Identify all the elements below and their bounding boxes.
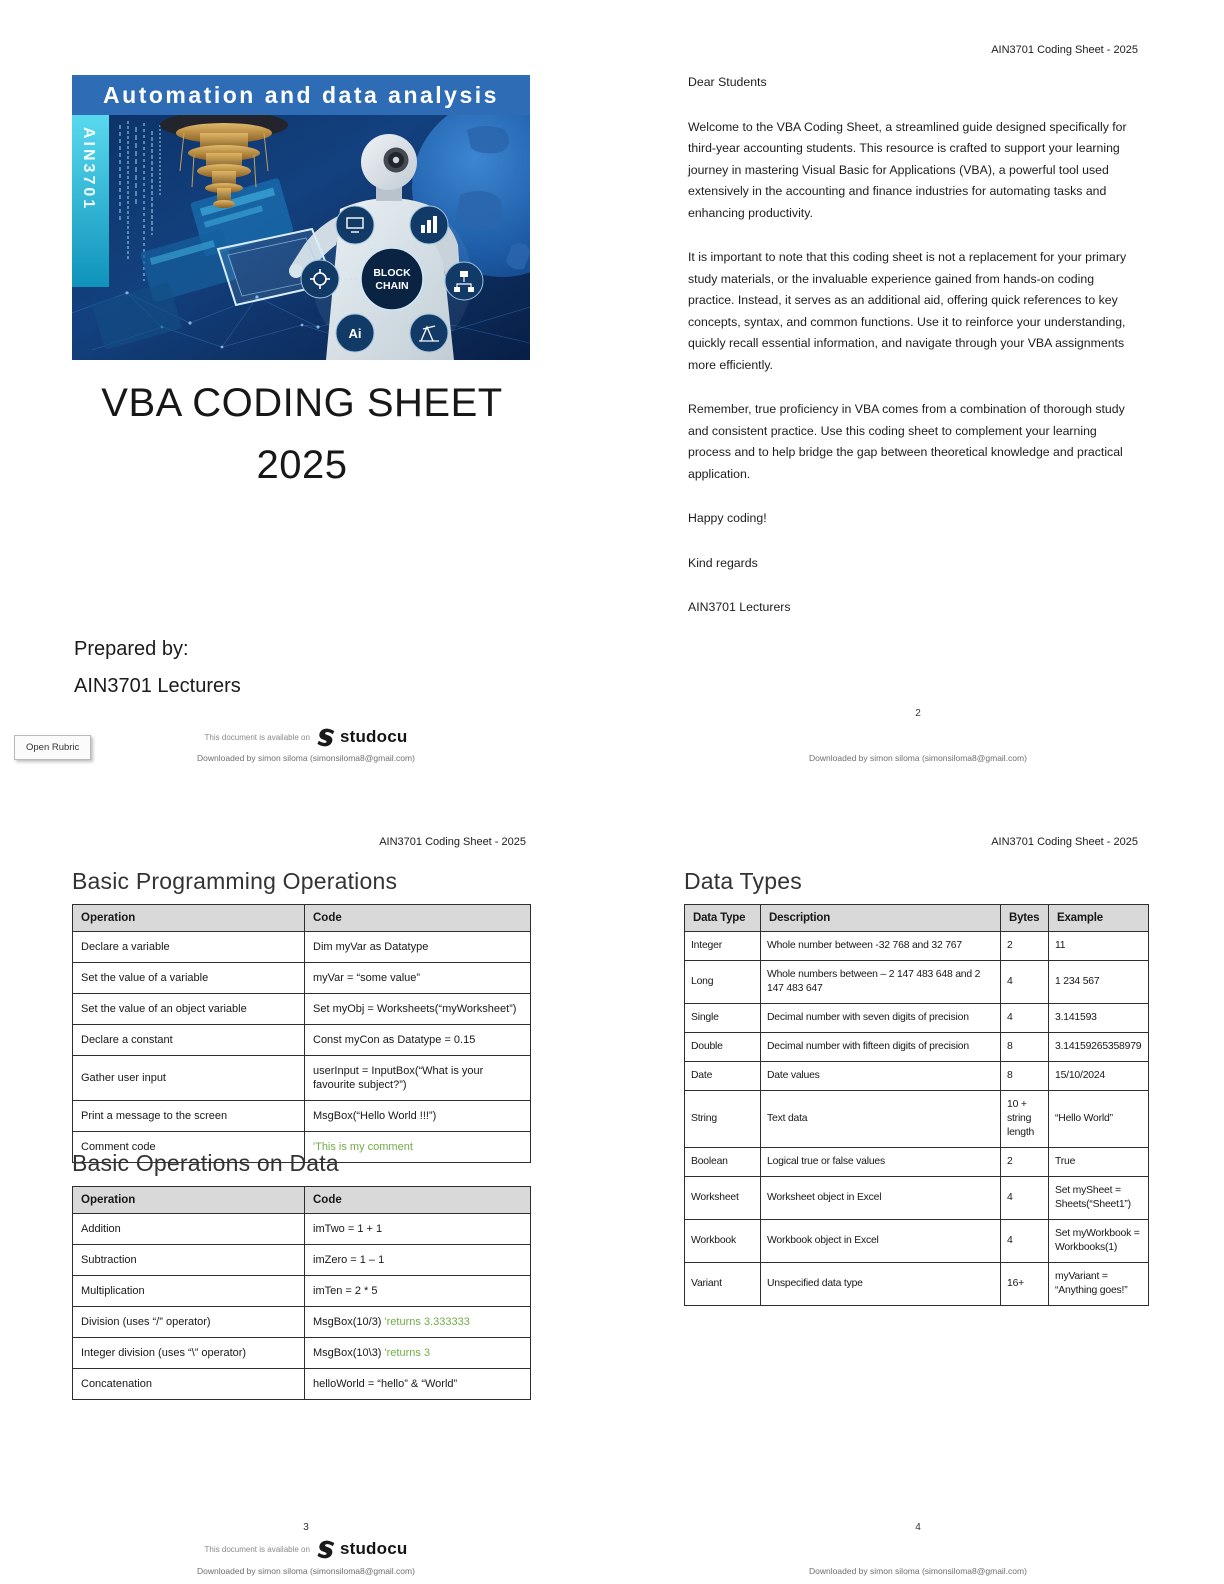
section-title-basic-operations-data: Basic Operations on Data (72, 1150, 339, 1176)
code-comment: 'returns 3 (384, 1347, 431, 1359)
page-4-data-types (612, 792, 1224, 1584)
cell: Workbook object in Excel (761, 1220, 1001, 1263)
section-title-data-types: Data Types (684, 868, 802, 894)
cell: Date values (761, 1062, 1001, 1091)
cell: Double (685, 1033, 761, 1062)
cell: Integer (685, 932, 761, 961)
cell: Unspecified data type (761, 1263, 1001, 1306)
table-row (73, 1276, 531, 1307)
paragraph: Remember, true proficiency in VBA comes from a combination of thorough study and consistent practice. Use this coding sheet to complement your learning process and to help bridge the gap between theoretical knowledge and practical application. (688, 402, 1125, 481)
table-row (685, 1033, 1149, 1062)
computer-icon (336, 206, 374, 244)
industry-chart-icon (410, 206, 448, 244)
cell: 2 (1001, 1148, 1049, 1177)
cell-code (305, 1214, 531, 1245)
code-text: helloWorld = “hello” & “World” (313, 1378, 458, 1390)
gear-icon (301, 260, 339, 298)
column-header: Code (305, 1187, 531, 1214)
cell-code (305, 1338, 531, 1369)
cell: 15/10/2024 (1049, 1062, 1149, 1091)
cell-code (305, 1369, 531, 1400)
banner-title: Automation and data analysis (103, 82, 499, 108)
studocu-icon (317, 727, 337, 747)
cell: True (1049, 1148, 1149, 1177)
document-title (0, 372, 604, 496)
availability-text: This document is available on (204, 732, 310, 742)
table-row (73, 1338, 531, 1369)
page-number: 2 (915, 708, 921, 719)
cell: Boolean (685, 1148, 761, 1177)
code-text: imZero = 1 – 1 (313, 1254, 385, 1266)
table-row (73, 1307, 531, 1338)
paragraph: Kind regards (688, 555, 758, 570)
cell: Date (685, 1062, 761, 1091)
studocu-attribution (205, 727, 408, 747)
cell: String (685, 1091, 761, 1148)
availability-text: This document is available on (204, 1544, 310, 1554)
cell: 10 + string length (1001, 1091, 1049, 1148)
cell: Worksheet object in Excel (761, 1177, 1001, 1220)
page-3-operations (0, 792, 612, 1584)
table-row (685, 1177, 1149, 1220)
page-number: 4 (915, 1522, 921, 1533)
cell-code (305, 1025, 531, 1056)
cell-code (305, 1056, 531, 1101)
cell-operation: Integer division (uses “\” operator) (73, 1338, 305, 1369)
cell: Workbook (685, 1220, 761, 1263)
column-header: Data Type (685, 905, 761, 932)
table-row (73, 1101, 531, 1132)
section-title-basic-programming: Basic Programming Operations (72, 868, 398, 894)
blockchain-label-line1: BLOCK (373, 267, 411, 279)
title-line-1: VBA CODING SHEET (101, 381, 503, 425)
cell: 4 (1001, 961, 1049, 1004)
code-text: MsgBox(“Hello World !!!”) (313, 1110, 437, 1122)
code-text: Const myCon as Datatype = 0.15 (313, 1034, 476, 1046)
code-text: MsgBox(10/3) (313, 1316, 382, 1328)
cell: Long (685, 961, 761, 1004)
table-row (73, 1245, 531, 1276)
table-row (73, 1056, 531, 1101)
column-header: Code (305, 905, 531, 932)
cell: Variant (685, 1263, 761, 1306)
studocu-wordmark: studocu (339, 727, 408, 746)
column-header: Bytes (1001, 905, 1049, 932)
open-rubric-button[interactable]: Open Rubric (14, 735, 91, 760)
table-row (73, 963, 531, 994)
paragraph: Happy coding! (688, 511, 767, 525)
header-row (73, 905, 531, 932)
paragraph: It is important to note that this coding sheet is not a replacement for your primary study materials, or the invaluable experience gained from hands-on coding practice. Instead, it serves as an additional aid, offering quick references to key concepts, syntax, and common functions. Use it to reinforce your understanding, quickly recall essential information, and navigate through your VBA assignments more efficiently. (688, 250, 1127, 372)
cell-operation: Set the value of a variable (73, 963, 305, 994)
code-text: myVar = “some value” (313, 972, 421, 984)
cell: Set myWorkbook = Workbooks(1) (1049, 1220, 1149, 1263)
page-number: 3 (303, 1522, 309, 1533)
header-row (73, 1187, 531, 1214)
prepared-by-name: AIN3701 Lecturers (74, 675, 241, 697)
cell-operation: Gather user input (73, 1056, 305, 1101)
cell-operation: Declare a variable (73, 932, 305, 963)
cell: Whole numbers between – 2 147 483 648 and 2 147 483 647 (761, 961, 1001, 1004)
table-row (73, 1214, 531, 1245)
table-row (73, 1025, 531, 1056)
studocu-attribution (205, 1539, 408, 1559)
cell: Decimal number with seven digits of precision (761, 1004, 1001, 1033)
basic-programming-operations-table (72, 904, 531, 1163)
code-text: userInput = InputBox(“What is your favourite subject?”) (313, 1065, 484, 1091)
column-header: Operation (73, 1187, 305, 1214)
table-row (685, 1004, 1149, 1033)
studocu-wordmark: studocu (339, 1539, 408, 1558)
cell: Decimal number with fifteen digits of precision (761, 1033, 1001, 1062)
cell: Logical true or false values (761, 1148, 1001, 1177)
cell-operation: Comment code (73, 1132, 305, 1163)
paragraph: Dear Students (688, 75, 767, 89)
header-row (685, 905, 1149, 932)
table-row (73, 932, 531, 963)
downloaded-by-line: Downloaded by simon siloma (simonsiloma8@gmail.com) (197, 1566, 415, 1576)
cell-code (305, 1245, 531, 1276)
page-2-letter (612, 0, 1224, 792)
cell: Worksheet (685, 1177, 761, 1220)
cell-operation: Multiplication (73, 1276, 305, 1307)
table-row (685, 932, 1149, 961)
code-text: Dim myVar as Datatype (313, 941, 429, 953)
course-code-label: AIN3701 (80, 127, 97, 212)
cell-operation: Concatenation (73, 1369, 305, 1400)
studocu-icon (317, 1539, 337, 1559)
studocu-link[interactable] (317, 727, 408, 747)
table-row (685, 961, 1149, 1004)
cell-code (305, 963, 531, 994)
basic-operations-on-data-table (72, 1186, 531, 1400)
cell: 4 (1001, 1177, 1049, 1220)
code-text: imTen = 2 * 5 (313, 1285, 378, 1297)
data-types-table (684, 904, 1149, 1306)
running-header: AIN3701 Coding Sheet - 2025 (991, 836, 1138, 848)
cover-image (72, 75, 530, 360)
blockchain-label-line2: CHAIN (375, 280, 409, 292)
hierarchy-icon (445, 262, 483, 300)
cell-operation: Addition (73, 1214, 305, 1245)
oil-pump-icon (410, 314, 448, 352)
letter-body (688, 72, 1142, 642)
code-text: imTwo = 1 + 1 (313, 1223, 383, 1235)
cell-operation: Set the value of an object variable (73, 994, 305, 1025)
downloaded-by-line: Downloaded by simon siloma (simonsiloma8@gmail.com) (809, 753, 1027, 763)
ai-icon (336, 314, 374, 352)
cell: 2 (1001, 932, 1049, 961)
paragraph: AIN3701 Lecturers (688, 600, 791, 614)
cell-code (305, 1276, 531, 1307)
cell-code (305, 1307, 531, 1338)
cell-code (305, 994, 531, 1025)
cell-operation: Declare a constant (73, 1025, 305, 1056)
column-header: Operation (73, 905, 305, 932)
cover-illustration (72, 75, 530, 360)
cell: 8 (1001, 1033, 1049, 1062)
paragraph: Welcome to the VBA Coding Sheet, a streamlined guide designed specifically for third-year accounting students. This resource is crafted to support your learning journey in mastering Visual Basic for Applications (VBA), a powerful tool used extensively in the accounting and finance industries for automating tasks and enhancing productivity. (688, 119, 1127, 220)
table-row (73, 994, 531, 1025)
code-text: MsgBox(10\3) (313, 1347, 382, 1359)
code-text: Set myObj = Worksheets(“myWorksheet”) (313, 1003, 517, 1015)
cell: Text data (761, 1091, 1001, 1148)
cell-code (305, 932, 531, 963)
table-row (73, 1369, 531, 1400)
column-header: Description (761, 905, 1001, 932)
cell: 3.141593 (1049, 1004, 1149, 1033)
code-comment: 'returns 3.333333 (384, 1316, 470, 1328)
table-row (685, 1148, 1149, 1177)
cell: myVariant = “Anything goes!” (1049, 1263, 1149, 1306)
prepared-by-label: Prepared by: (74, 638, 189, 660)
table-row (685, 1220, 1149, 1263)
running-header: AIN3701 Coding Sheet - 2025 (379, 836, 526, 848)
cell: 4 (1001, 1004, 1049, 1033)
running-header: AIN3701 Coding Sheet - 2025 (991, 44, 1138, 56)
cell: Single (685, 1004, 761, 1033)
ai-label: Ai (348, 326, 362, 341)
cell-operation: Division (uses “/” operator) (73, 1307, 305, 1338)
code-comment: 'This is my comment (313, 1141, 413, 1153)
cell-operation: Subtraction (73, 1245, 305, 1276)
cell: Whole number between -32 768 and 32 767 (761, 932, 1001, 961)
cell: 4 (1001, 1220, 1049, 1263)
downloaded-by-line: Downloaded by simon siloma (simonsiloma8@gmail.com) (809, 1566, 1027, 1576)
table-row (685, 1062, 1149, 1091)
cell-code (305, 1101, 531, 1132)
cell: 8 (1001, 1062, 1049, 1091)
cell: 11 (1049, 932, 1149, 961)
cell-operation: Print a message to the screen (73, 1101, 305, 1132)
studocu-link[interactable] (317, 1539, 408, 1559)
table-row (685, 1263, 1149, 1306)
page-1-cover (0, 0, 612, 792)
cell: 3.14159265358979 (1049, 1033, 1149, 1062)
cell: “Hello World” (1049, 1091, 1149, 1148)
cell: 1 234 567 (1049, 961, 1149, 1004)
cell: 16+ (1001, 1263, 1049, 1306)
downloaded-by-line: Downloaded by simon siloma (simonsiloma8@gmail.com) (197, 753, 415, 763)
column-header: Example (1049, 905, 1149, 932)
title-line-2: 2025 (256, 443, 348, 487)
cell: Set mySheet = Sheets(“Sheet1”) (1049, 1177, 1149, 1220)
table-row (685, 1091, 1149, 1148)
